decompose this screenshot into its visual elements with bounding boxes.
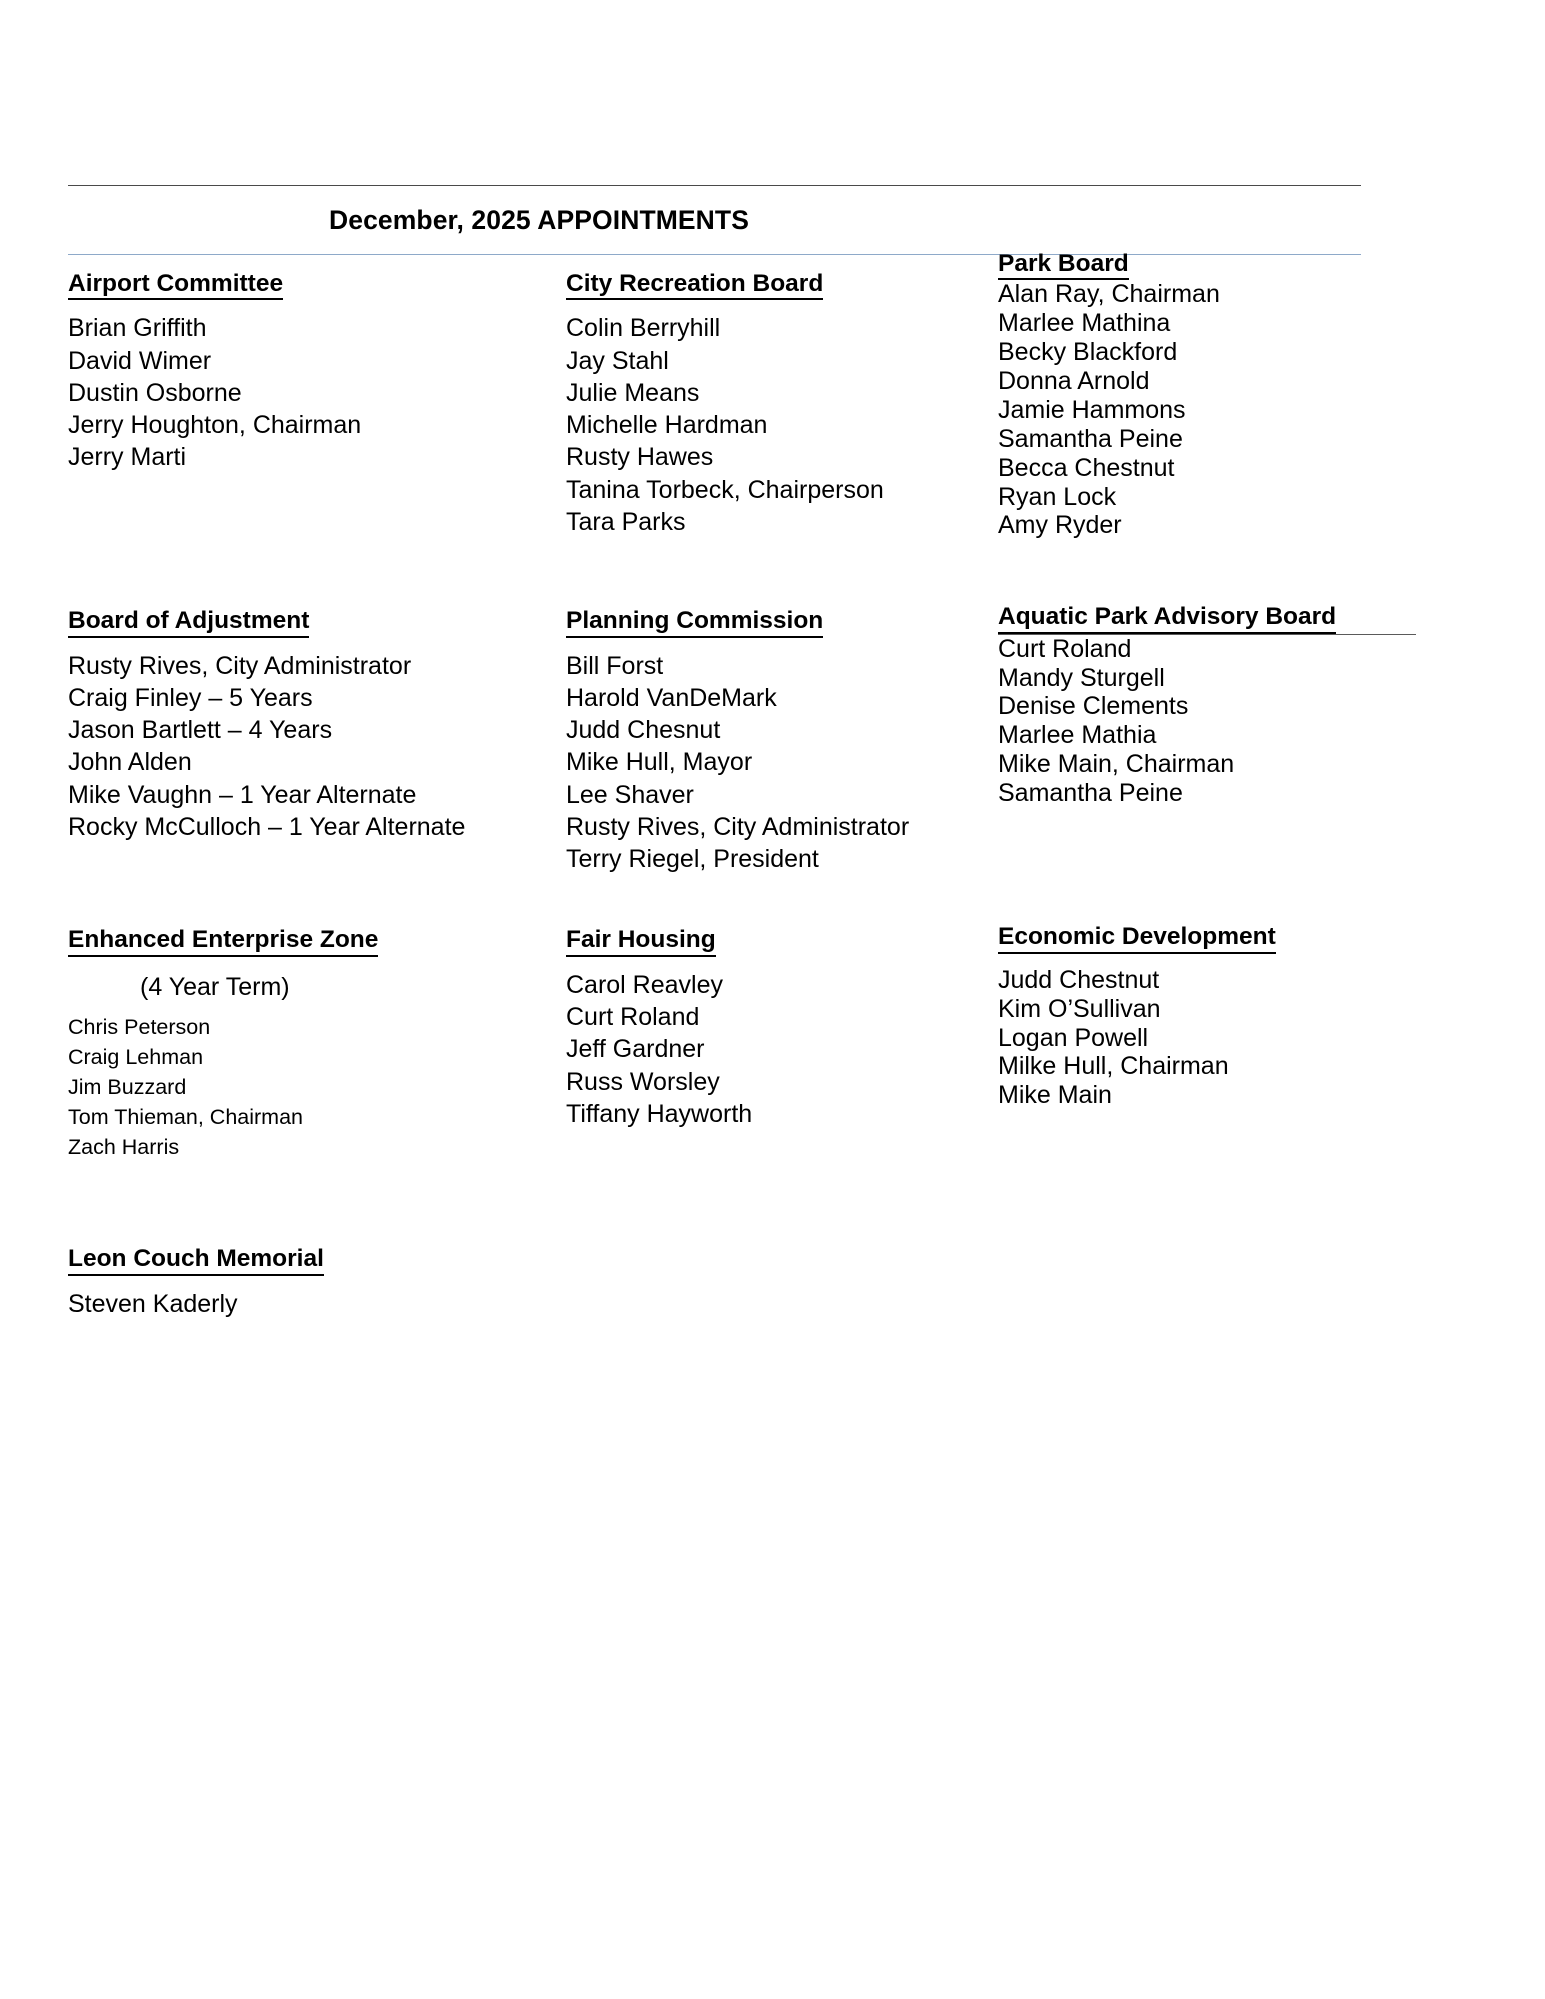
list-item: Marlee Mathia <box>998 721 1157 750</box>
list-item: Craig Lehman <box>68 1044 204 1069</box>
section-fair-housing <box>566 925 998 1130</box>
list-item: Craig Finley – 5 Years <box>68 683 313 712</box>
section-airport-committee <box>68 269 566 474</box>
section-heading-planning-commission: Planning Commission <box>566 606 823 637</box>
section-economic-development <box>998 922 1370 1110</box>
section-heading-economic-development: Economic Development <box>998 922 1276 953</box>
member-list-city-recreation-board <box>566 312 994 538</box>
list-item: Rusty Rives, City Administrator <box>566 812 910 841</box>
section-city-recreation-board <box>566 269 998 538</box>
list-item: Carol Reavley <box>566 970 724 999</box>
list-item: Tiffany Hayworth <box>566 1099 753 1128</box>
member-list-aquatic-park-advisory-board <box>998 635 1370 808</box>
member-list-park-board <box>998 280 1370 540</box>
spacer <box>68 300 560 312</box>
list-item: Mike Hull, Mayor <box>566 748 753 777</box>
section-heading-leon-couch-memorial: Leon Couch Memorial <box>68 1244 324 1275</box>
list-item: Jamie Hammons <box>998 395 1186 424</box>
list-item: John Alden <box>68 748 192 777</box>
list-item: Lee Shaver <box>566 780 694 809</box>
list-item: Judd Chesnut <box>566 716 721 745</box>
list-item: Amy Ryder <box>998 511 1122 540</box>
section-board-of-adjustment <box>68 606 566 843</box>
section-leon-couch-memorial <box>68 1244 566 1320</box>
section-planning-commission <box>566 606 998 875</box>
appointments-row-2 <box>68 603 1370 875</box>
document-content <box>68 0 1370 1320</box>
list-item: Mike Main, Chairman <box>998 750 1235 779</box>
spacer <box>566 300 994 312</box>
page-title: December, 2025 APPOINTMENTS <box>329 205 749 235</box>
list-item: Mandy Sturgell <box>998 663 1165 692</box>
list-item: Marlee Mathina <box>998 309 1171 338</box>
list-item: David Wimer <box>68 346 212 375</box>
member-list-board-of-adjustment <box>68 650 560 844</box>
appointments-row-3 <box>68 925 1370 1162</box>
spacer <box>68 1276 560 1288</box>
list-item: Jim Buzzard <box>68 1074 187 1099</box>
section-heading-fair-housing: Fair Housing <box>566 925 716 956</box>
section-heading-aquatic-park-advisory-board: Aquatic Park Advisory Board <box>998 602 1336 633</box>
spacer <box>566 638 994 650</box>
appointments-row-4 <box>68 1244 1370 1320</box>
header-divider <box>68 185 1361 186</box>
list-item: Terry Riegel, President <box>566 845 819 874</box>
list-item: Julie Means <box>566 378 700 407</box>
section-heading-park-board: Park Board <box>998 249 1129 280</box>
list-item: Zach Harris <box>68 1134 180 1159</box>
list-item: Rusty Rives, City Administrator <box>68 651 412 680</box>
list-item: Curt Roland <box>998 634 1132 663</box>
list-item: Tanina Torbeck, Chairperson <box>566 475 884 504</box>
list-item: Denise Clements <box>998 692 1189 721</box>
member-list-economic-development <box>998 966 1370 1110</box>
list-item: Logan Powell <box>998 1023 1149 1052</box>
list-item: Rocky McCulloch – 1 Year Alternate <box>68 812 466 841</box>
list-item: Colin Berryhill <box>566 314 721 343</box>
list-item: Michelle Hardman <box>566 411 768 440</box>
spacer <box>566 957 994 969</box>
list-item: Jay Stahl <box>566 346 669 375</box>
list-item: Samantha Peine <box>998 424 1183 453</box>
list-item: Milke Hull, Chairman <box>998 1052 1229 1081</box>
member-list-airport-committee <box>68 312 560 473</box>
member-list-fair-housing <box>566 969 994 1130</box>
section-aquatic-park-advisory-board <box>998 602 1370 808</box>
list-item: Jason Bartlett – 4 Years <box>68 716 333 745</box>
list-item: Kim O’Sullivan <box>998 994 1161 1023</box>
list-item: Mike Vaughn – 1 Year Alternate <box>68 780 417 809</box>
list-item: Jerry Houghton, Chairman <box>68 411 362 440</box>
list-item: Ryan Lock <box>998 482 1117 511</box>
member-list-leon-couch-memorial <box>68 1288 560 1320</box>
section-heading-city-recreation-board: City Recreation Board <box>566 269 823 300</box>
appointments-row-1 <box>68 250 1370 540</box>
member-list-planning-commission <box>566 650 994 876</box>
section-park-board <box>998 249 1370 540</box>
section-heading-airport-committee: Airport Committee <box>68 269 283 300</box>
list-item: Harold VanDeMark <box>566 683 777 712</box>
list-item: Tara Parks <box>566 507 686 536</box>
list-item: Brian Griffith <box>68 314 207 343</box>
list-item: Mike Main <box>998 1081 1112 1110</box>
list-item: Jeff Gardner <box>566 1035 705 1064</box>
list-item: Chris Peterson <box>68 1015 211 1040</box>
list-item: Becky Blackford <box>998 338 1178 367</box>
enhanced-enterprise-zone-term-note: (4 Year Term) <box>140 972 290 1001</box>
section-heading-board-of-adjustment: Board of Adjustment <box>68 606 309 637</box>
list-item: Donna Arnold <box>998 367 1150 396</box>
list-item: Jerry Marti <box>68 443 187 472</box>
list-item: Dustin Osborne <box>68 378 242 407</box>
section-enhanced-enterprise-zone <box>68 925 566 1162</box>
list-item: Alan Ray, Chairman <box>998 280 1220 309</box>
spacer <box>998 954 1370 966</box>
list-item: Curt Roland <box>566 1003 700 1032</box>
list-item: Tom Thieman, Chairman <box>68 1104 303 1129</box>
list-item: Russ Worsley <box>566 1067 720 1096</box>
list-item: Samantha Peine <box>998 779 1183 808</box>
list-item: Steven Kaderly <box>68 1289 238 1318</box>
section-heading-enhanced-enterprise-zone: Enhanced Enterprise Zone <box>68 925 378 956</box>
list-item: Judd Chestnut <box>998 965 1160 994</box>
list-item: Rusty Hawes <box>566 443 714 472</box>
list-item: Bill Forst <box>566 651 664 680</box>
list-item: Becca Chestnut <box>998 453 1175 482</box>
spacer <box>68 638 560 650</box>
member-list-enhanced-enterprise-zone <box>68 1013 560 1162</box>
